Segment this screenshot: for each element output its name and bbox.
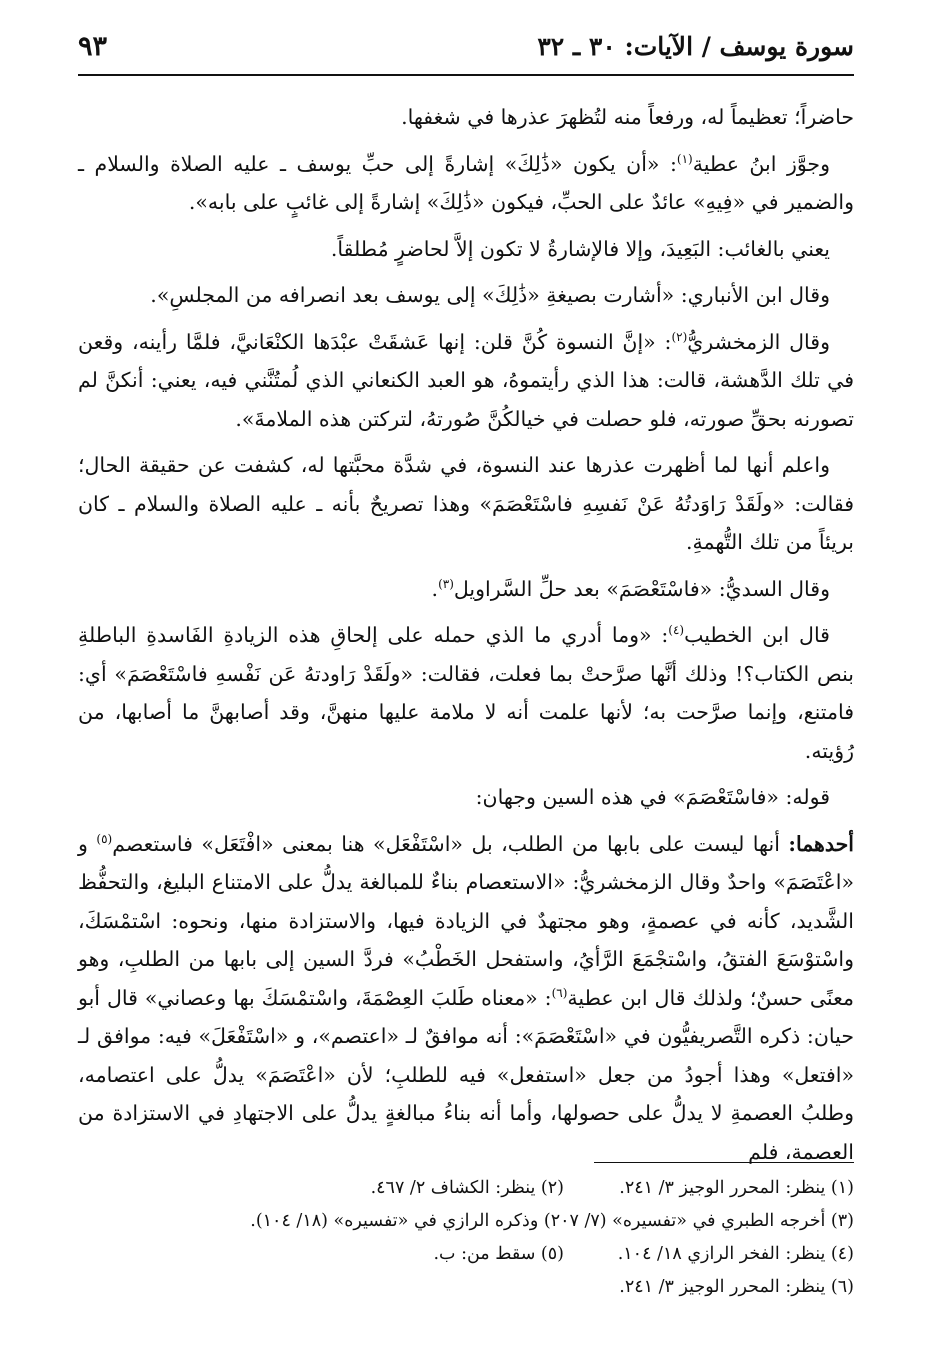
- paragraph: أحدهما: أنها ليست على بابها من الطلب، بل «اسْتَفْعَل» هنا بمعنى «افْتَعَل» فاستعصم$^{(٥)}$ و «اعْتَصَمَ» واحدٌ وقال الزمخشريُّ: «الاستعصام بناءٌ للمبالغة يدلُّ على الامتناع البليغ، والتحفُّظ الشَّديد، كأنه في عصمةٍ، وهو مجتهدٌ في الزيادة فيها، والاستزادة منها، ونحوه: اسْتمْسَكَ، واسْتوْسَعَ الفتقُ، واسْتجْمَعَ الرَّأيُ، واستفحل الخَطْبُ» فردَّ السين إلى بابها من الطلبِ، وهو معنًى حسنٌ؛ ولذلك قال ابن عطية$^{(٦)}$: «معناه طَلبَ العِصْمَةَ، واسْتمْسَكَ بها وعصاني» قال أبو حيان: ذكره التَّصريفيُّون في «اسْتَعْصَمَ»: أنه موافقٌ لـ «اعتصم»، و «اسْتَفْعَلَ» فيه: موافق لـ «افتعل» وهذا أجودُ من جعل «استفعل» فيه للطلبِ؛ لأن «اعْتَصَمَ» يدلُّ على اعتصامه، وطلبُ العصمةِ لا يدلُّ على حصولها، وأما أنه بناءُ مبالغةٍ يدلُّ على الاجتهادِ في الاستزادة من العصمة، فلم: [78, 831, 854, 1164]
- paragraph: وقال ابن الأنباري: «أشارت بصيغةِ «ذَٰلِكَ» إلى يوسف بعد انصرافه من المجلسِ».: [150, 283, 830, 307]
- paragraph: وجوَّز ابنُ عطية$^{(١)}$: «أن يكون «ذَٰلِكَ» إشارةً إلى حبِّ يوسف ـ عليه الصلاة والسلام ـ والضمير في «فِيهِ» عائدٌ على الحبِّ، فيكون «ذَٰلِكَ» إشارةً إلى غائبٍ على بابه».: [78, 151, 854, 214]
- section-label: أحدهما:: [788, 831, 854, 856]
- footnote: (٦) ينظر: المحرر الوجيز ٣/ ٢٤١.: [619, 1277, 854, 1297]
- paragraph: حاضراً؛ تعظيماً له، ورفعاً منه لتُظهرَ عذرها في شغفها.: [401, 105, 854, 129]
- footnote-divider: [594, 1162, 854, 1163]
- main-text: [78, 98, 854, 1179]
- page-number: ٩٣: [78, 30, 117, 64]
- paragraph: قال ابن الخطيب$^{(٤)}$: «وما أدري ما الذي حمله على إلحاقِ هذه الزيادةِ الفَاسدةِ الباطلةِ بنص الكتاب؟! وذلك أنَّها صرَّحتْ بما فعلت، فقالت: «ولَقَدْ رَاودتهُ عَن نَفْسهِ فاسْتَعْصَمَ» أي: فامتنع، وإنما صرَّحت به؛ لأنها علمت أنه لا ملامة عليها منهنَّ، وقد أصابهنَّ ما أصابها، من رُؤيته.: [78, 623, 854, 763]
- footnote-ref[interactable]: (٦): [551, 985, 568, 1000]
- paragraph: يعني بالغائب: البَعِيدَ، وإلا فالإشارةُ لا تكون إلاَّ لحاضرٍ مُطلقاً.: [330, 236, 830, 261]
- footnote: (١) ينظر: المحرر الوجيز ٣/ ٢٤١.: [619, 1178, 854, 1198]
- footnote-ref[interactable]: (٥): [96, 831, 113, 846]
- footnote: (٣) أخرجه الطبري في «تفسيره» (٧/ ٢٠٧) وذكره الرازي في «تفسيره» (١٨/ ١٠٤).: [250, 1211, 854, 1231]
- running-title: سورة يوسف / الآيات: ٣٠ ـ ٣٢: [527, 30, 854, 64]
- footnote-ref[interactable]: (٣): [438, 576, 454, 591]
- footnote-row: [78, 1205, 854, 1238]
- footnote-row: [78, 1271, 854, 1304]
- footnote-ref[interactable]: (٤): [668, 623, 685, 638]
- paragraph: واعلم أنها لما أظهرت عذرها عند النسوة، في شدَّة محبَّتها له، كشفت عن حقيقة الحال؛ فقالت: «ولَقَدْ رَاوَدتُهُ عَنْ نَفسِهِ فاسْتَعْصَمَ» وهذا تصريحٌ بأنه ـ عليه الصلاة والسلام ـ كان بريئاً من تلك التُّهمةِ.: [78, 453, 854, 554]
- footnote-ref[interactable]: (٢): [671, 329, 688, 344]
- footnote-ref[interactable]: (١): [676, 151, 693, 166]
- footnotes: [78, 1172, 854, 1304]
- footnote: (٢) ينظر: الكشاف ٢/ ٤٦٧.: [370, 1178, 564, 1198]
- paragraph: وقال الزمخشريُّ$^{(٢)}$: «إنَّ النسوة كُنَّ قلن: إنها عَشقَتْ عبْدَها الكنْعَانيَّ، فلمَّا رأينه، وقعن في تلك الدَّهشة، قالت: هذا الذي رأيتموهُ، هو العبد الكنعاني الذي لُمتُنَّني فيه، يعني: أنكنَّ لم تصورنه بحقِّ صورته، فلو حصلت في خيالكُنَّ صُورتهُ، لتركتن هذه الملامةَ».: [78, 329, 854, 431]
- footnote-row: [78, 1238, 854, 1271]
- paragraph: وقال السديُّ: «فاسْتَعْصَمَ» بعد حلِّ السَّراويل$^{(٣)}$.: [431, 576, 830, 601]
- footnote-row: [78, 1172, 854, 1205]
- page-header: [78, 30, 854, 76]
- paragraph: قوله: «فاسْتَعْصَمَ» في هذه السين وجهان:: [475, 785, 830, 809]
- footnote: (٤) ينظر: الفخر الرازي ١٨/ ١٠٤.: [617, 1244, 854, 1264]
- footnote: (٥) سقط من: ب.: [433, 1244, 564, 1264]
